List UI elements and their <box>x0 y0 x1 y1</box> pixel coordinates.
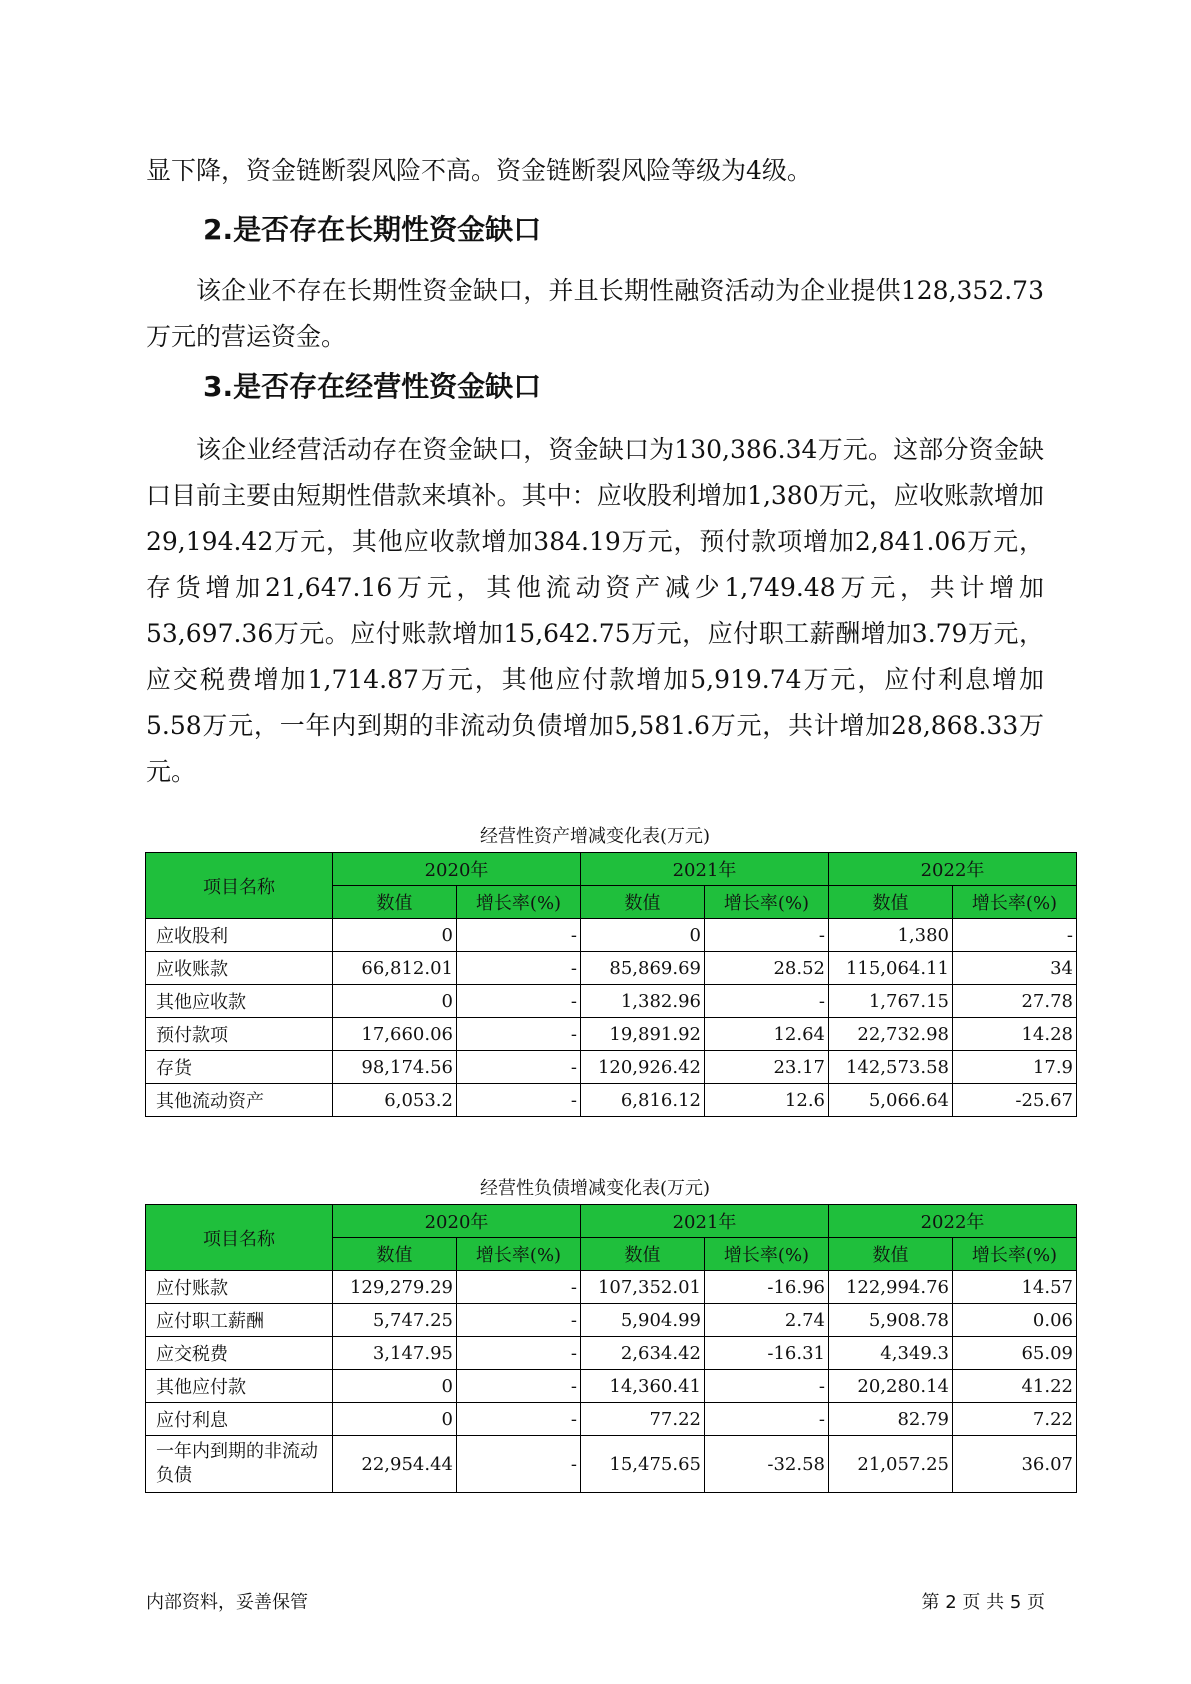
footer-confidential-note: 内部资料，妥善保管 <box>146 1592 308 1613</box>
cell-value-2022: 1,380 <box>829 919 953 952</box>
cell-rate-2020: - <box>457 1084 581 1117</box>
liability-change-table <box>145 1204 1077 1493</box>
cell-rate-2022: 41.22 <box>953 1370 1077 1403</box>
cell-value-2021: 1,382.96 <box>581 985 705 1018</box>
table-row <box>146 1084 1077 1117</box>
cell-value-2022: 5,908.78 <box>829 1304 953 1337</box>
cell-value-2021: 77.22 <box>581 1403 705 1436</box>
cell-rate-2021: - <box>705 985 829 1018</box>
cell-value-2020: 129,279.29 <box>333 1271 457 1304</box>
header-rate: 增长率(%) <box>457 886 581 919</box>
cell-value-2020: 3,147.95 <box>333 1337 457 1370</box>
cell-value-2021: 85,869.69 <box>581 952 705 985</box>
cell-rate-2022: - <box>953 919 1077 952</box>
cell-rate-2021: 23.17 <box>705 1051 829 1084</box>
liability-table-caption: 经营性负债增减变化表(万元) <box>479 1178 711 1199</box>
cell-rate-2021: -32.58 <box>705 1436 829 1493</box>
cell-value-2020: 0 <box>333 919 457 952</box>
cell-value-2022: 115,064.11 <box>829 952 953 985</box>
cell-value-2022: 20,280.14 <box>829 1370 953 1403</box>
cell-rate-2022: 0.06 <box>953 1304 1077 1337</box>
cell-rate-2020: - <box>457 1304 581 1337</box>
row-name: 其他应收款 <box>146 985 333 1018</box>
cell-rate-2020: - <box>457 952 581 985</box>
cell-rate-2020: - <box>457 1018 581 1051</box>
cell-value-2021: 6,816.12 <box>581 1084 705 1117</box>
cell-rate-2021: - <box>705 919 829 952</box>
table-row <box>146 919 1077 952</box>
asset-change-table <box>145 852 1077 1117</box>
header-value: 数值 <box>333 886 457 919</box>
table-row <box>146 952 1077 985</box>
cell-value-2022: 22,732.98 <box>829 1018 953 1051</box>
cell-value-2022: 142,573.58 <box>829 1051 953 1084</box>
cell-value-2020: 22,954.44 <box>333 1436 457 1493</box>
header-value: 数值 <box>333 1238 457 1271</box>
cell-value-2022: 4,349.3 <box>829 1337 953 1370</box>
cell-value-2020: 0 <box>333 1403 457 1436</box>
row-name: 应收股利 <box>146 919 333 952</box>
cell-value-2022: 82.79 <box>829 1403 953 1436</box>
cell-value-2021: 5,904.99 <box>581 1304 705 1337</box>
cell-value-2021: 2,634.42 <box>581 1337 705 1370</box>
table-row <box>146 1403 1077 1436</box>
table-row <box>146 1018 1077 1051</box>
table-row <box>146 1337 1077 1370</box>
cell-value-2021: 15,475.65 <box>581 1436 705 1493</box>
cell-rate-2020: - <box>457 1403 581 1436</box>
cell-value-2020: 17,660.06 <box>333 1018 457 1051</box>
header-rate: 增长率(%) <box>953 1238 1077 1271</box>
header-item-name: 项目名称 <box>146 1205 333 1271</box>
cell-rate-2020: - <box>457 1370 581 1403</box>
header-year-2021: 2021年 <box>581 853 829 886</box>
cell-rate-2021: 2.74 <box>705 1304 829 1337</box>
cell-rate-2021: 28.52 <box>705 952 829 985</box>
cell-value-2021: 120,926.42 <box>581 1051 705 1084</box>
cell-value-2022: 1,767.15 <box>829 985 953 1018</box>
table-row <box>146 1436 1077 1493</box>
section-heading-operating-gap: 3.是否存在经营性资金缺口 <box>203 370 542 403</box>
table-row <box>146 985 1077 1018</box>
cell-rate-2020: - <box>457 985 581 1018</box>
row-name: 应收账款 <box>146 952 333 985</box>
cell-rate-2022: 34 <box>953 952 1077 985</box>
cell-rate-2021: -16.31 <box>705 1337 829 1370</box>
cell-rate-2022: 27.78 <box>953 985 1077 1018</box>
cell-rate-2021: -16.96 <box>705 1271 829 1304</box>
cell-rate-2022: 65.09 <box>953 1337 1077 1370</box>
header-rate: 增长率(%) <box>457 1238 581 1271</box>
row-name: 应付账款 <box>146 1271 333 1304</box>
cell-rate-2022: 14.57 <box>953 1271 1077 1304</box>
cell-rate-2022: 7.22 <box>953 1403 1077 1436</box>
paragraph-capital-chain-risk: 显下降，资金链断裂风险不高。资金链断裂风险等级为4级。 <box>146 156 812 185</box>
cell-value-2020: 0 <box>333 1370 457 1403</box>
cell-rate-2022: 14.28 <box>953 1018 1077 1051</box>
row-name: 应交税费 <box>146 1337 333 1370</box>
table-row <box>146 1051 1077 1084</box>
header-value: 数值 <box>581 886 705 919</box>
cell-value-2020: 5,747.25 <box>333 1304 457 1337</box>
cell-value-2021: 14,360.41 <box>581 1370 705 1403</box>
row-name: 一年内到期的非流动负债 <box>146 1436 333 1493</box>
header-rate: 增长率(%) <box>953 886 1077 919</box>
cell-value-2022: 5,066.64 <box>829 1084 953 1117</box>
cell-value-2022: 21,057.25 <box>829 1436 953 1493</box>
header-year-2022: 2022年 <box>829 853 1077 886</box>
cell-rate-2021: - <box>705 1403 829 1436</box>
cell-value-2020: 66,812.01 <box>333 952 457 985</box>
header-year-2020: 2020年 <box>333 1205 581 1238</box>
cell-rate-2020: - <box>457 1271 581 1304</box>
row-name: 预付款项 <box>146 1018 333 1051</box>
cell-rate-2021: - <box>705 1370 829 1403</box>
row-name: 其他应付款 <box>146 1370 333 1403</box>
row-name: 存货 <box>146 1051 333 1084</box>
table-row <box>146 1304 1077 1337</box>
cell-rate-2022: -25.67 <box>953 1084 1077 1117</box>
cell-value-2021: 107,352.01 <box>581 1271 705 1304</box>
header-year-2022: 2022年 <box>829 1205 1077 1238</box>
header-rate: 增长率(%) <box>705 886 829 919</box>
header-value: 数值 <box>829 1238 953 1271</box>
footer-page-number: 第 2 页 共 5 页 <box>921 1592 1045 1613</box>
cell-rate-2020: - <box>457 919 581 952</box>
header-item-name: 项目名称 <box>146 853 333 919</box>
cell-rate-2021: 12.64 <box>705 1018 829 1051</box>
cell-value-2020: 6,053.2 <box>333 1084 457 1117</box>
asset-table-caption: 经营性资产增减变化表(万元) <box>479 826 711 847</box>
cell-rate-2020: - <box>457 1051 581 1084</box>
header-year-2021: 2021年 <box>581 1205 829 1238</box>
header-value: 数值 <box>829 886 953 919</box>
table-row <box>146 1271 1077 1304</box>
section-heading-long-term-gap: 2.是否存在长期性资金缺口 <box>203 213 542 246</box>
header-year-2020: 2020年 <box>333 853 581 886</box>
cell-rate-2020: - <box>457 1436 581 1493</box>
row-name: 应付利息 <box>146 1403 333 1436</box>
paragraph-long-term-gap: 该企业不存在长期性资金缺口，并且长期性融资活动为企业提供128,352.73万元的营运资金。 <box>146 276 1044 351</box>
cell-rate-2022: 17.9 <box>953 1051 1077 1084</box>
cell-rate-2022: 36.07 <box>953 1436 1077 1493</box>
cell-value-2020: 0 <box>333 985 457 1018</box>
cell-rate-2020: - <box>457 1337 581 1370</box>
table-row <box>146 1370 1077 1403</box>
cell-value-2021: 0 <box>581 919 705 952</box>
cell-value-2020: 98,174.56 <box>333 1051 457 1084</box>
row-name: 其他流动资产 <box>146 1084 333 1117</box>
paragraph-operating-gap: 该企业经营活动存在资金缺口，资金缺口为130,386.34万元。这部分资金缺口目前主要由短期性借款来填补。其中：应收股利增加1,380万元，应收账款增加29,194.42万元，其他应收款增加384.19万元，预付款项增加2,841.06万元，存货增加21,647.16万元，其他流动资产减少1,749.48万元，共计增加53,697.36万元。应付账款增加15,642.75万元，应付职工薪酬增加3.79万元，应交税费增加1,714.87万元，其他应付款增加5,919.74万元，应付利息增加5.58万元，一年内到期的非流动负债增加5,581.6万元，共计增加28,868.33万元。 <box>146 435 1044 786</box>
cell-value-2021: 19,891.92 <box>581 1018 705 1051</box>
header-rate: 增长率(%) <box>705 1238 829 1271</box>
cell-rate-2021: 12.6 <box>705 1084 829 1117</box>
header-value: 数值 <box>581 1238 705 1271</box>
row-name: 应付职工薪酬 <box>146 1304 333 1337</box>
cell-value-2022: 122,994.76 <box>829 1271 953 1304</box>
